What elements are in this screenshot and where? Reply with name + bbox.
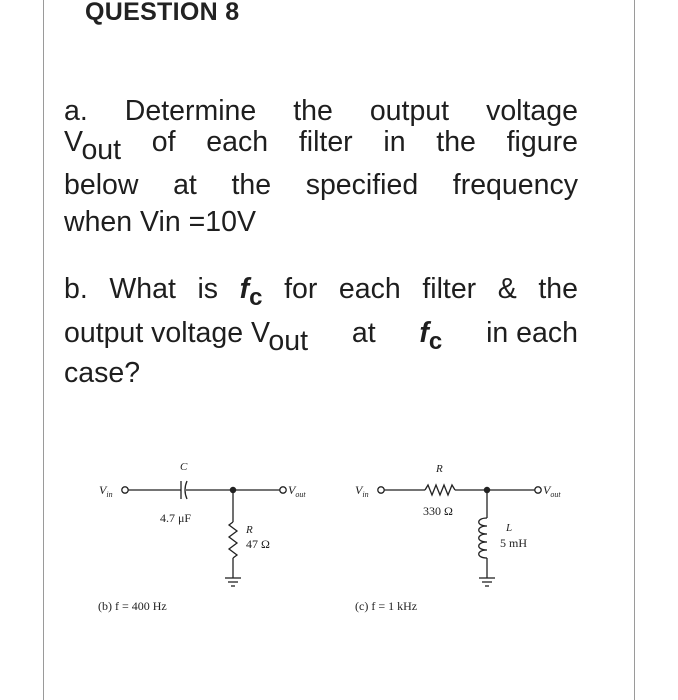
- circuit-b-vout-label: $V_{out}$: [288, 483, 306, 499]
- circuit-c-vout-label: $V_{out}$: [543, 483, 561, 499]
- part-b-line-2: output voltage Vout at $f_c$ in each: [64, 317, 578, 357]
- circuit-b-res-label: R: [246, 524, 253, 536]
- part-a-line-3: below at the specified frequency: [64, 169, 578, 201]
- fc-symbol: $f_c$: [239, 273, 263, 311]
- circuit-c-vin-label: $V_{in}$: [355, 483, 369, 499]
- circuit-b-caption: (b) f = 400 Hz: [98, 599, 167, 613]
- part-b-line-3: case?: [64, 357, 141, 389]
- part-a-line-2: Vout of each filter in the figure: [64, 126, 578, 166]
- circuit-c-res-label: R: [436, 463, 443, 475]
- circuit-b-vin-label: $V_{in}$: [99, 483, 113, 499]
- circuit-b-res-value: 47 Ω: [246, 537, 270, 551]
- circuit-c-ind-label: L: [506, 522, 513, 534]
- part-b-line-1: b. What is $f_c$ for each filter & the: [64, 273, 578, 311]
- circuit-c-res-value: 330 Ω: [423, 504, 453, 518]
- fc-symbol: $f_c$: [419, 317, 443, 355]
- part-a-line-4: when Vin =10V: [64, 206, 256, 238]
- circuit-b-wiring: [122, 481, 286, 586]
- question-title: QUESTION 8: [85, 0, 240, 26]
- circuit-b-cap-label: C: [180, 461, 188, 473]
- circuit-c-caption: (c) f = 1 kHz: [355, 599, 418, 613]
- circuit-b-cap-value: 4.7 μF: [160, 511, 192, 525]
- part-a-line-1: a. Determine the output voltage: [64, 95, 578, 127]
- circuit-c-ind-value: 5 mH: [500, 536, 527, 550]
